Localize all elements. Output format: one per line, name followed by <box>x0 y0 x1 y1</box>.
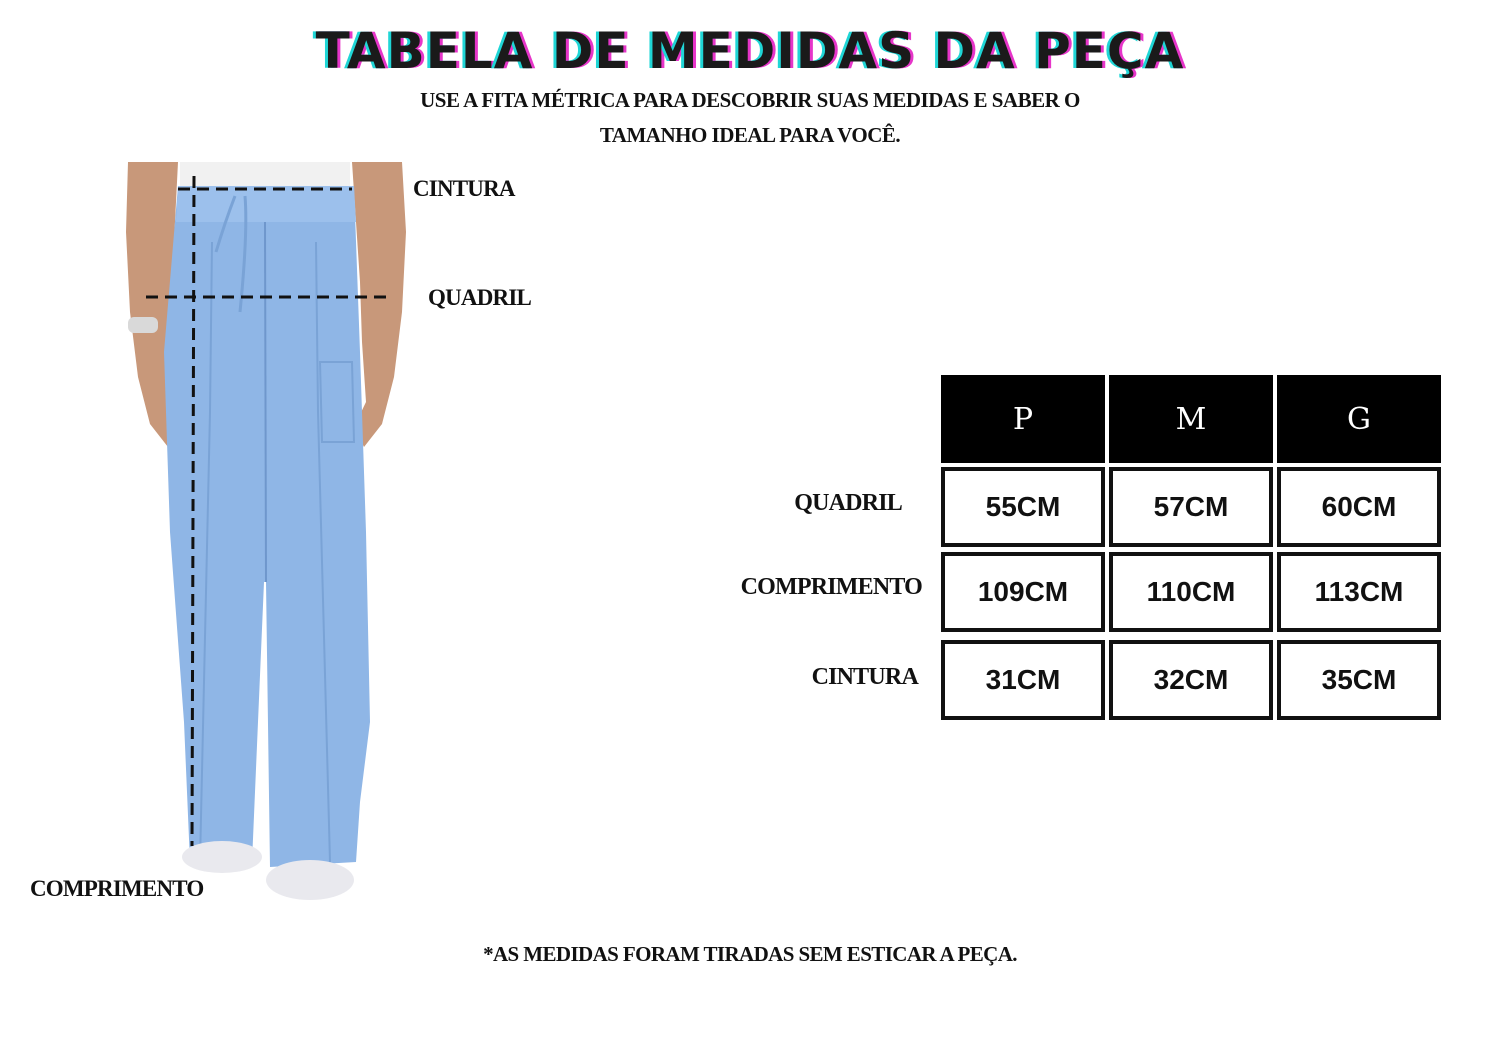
subtitle-line-2: TAMANHO IDEAL PARA VOCÊ. <box>599 123 901 147</box>
row-label-quadril: QUADRIL <box>794 490 902 516</box>
row-label-comprimento: COMPRIMENTO <box>740 574 922 600</box>
subtitle-line-1: USE A FITA MÉTRICA PARA DESCOBRIR SUAS MEDIDAS E SABER O <box>420 88 1080 112</box>
table-cell: 60CM <box>1277 467 1441 547</box>
footnote: *AS MEDIDAS FORAM TIRADAS SEM ESTICAR A PEÇA. <box>483 942 1017 966</box>
waistband-shape <box>176 186 356 222</box>
table-cell: 109CM <box>941 552 1105 632</box>
size-header-p: P <box>941 375 1105 463</box>
table-cell: 57CM <box>1109 467 1273 547</box>
length-label: COMPRIMENTO <box>30 876 204 901</box>
bracelet-shape <box>128 317 158 333</box>
pants-illustration <box>120 162 410 912</box>
table-cell: 110CM <box>1109 552 1273 632</box>
table-cell: 32CM <box>1109 640 1273 720</box>
size-header-m: M <box>1109 375 1273 463</box>
table-cell: 35CM <box>1277 640 1441 720</box>
waist-label: CINTURA <box>413 176 515 201</box>
seam-line <box>265 222 266 582</box>
pants-shape <box>164 186 370 867</box>
table-cell: 113CM <box>1277 552 1441 632</box>
left-shoe-shape <box>182 841 262 873</box>
right-shoe-shape <box>266 860 354 900</box>
size-header-g: G <box>1277 375 1441 463</box>
table-cell: 31CM <box>941 640 1105 720</box>
hip-label: QUADRIL <box>428 285 532 310</box>
page-title: TABELA DE MEDIDAS DA PEÇA <box>315 22 1185 80</box>
row-label-cintura: CINTURA <box>811 664 918 690</box>
table-cell: 55CM <box>941 467 1105 547</box>
